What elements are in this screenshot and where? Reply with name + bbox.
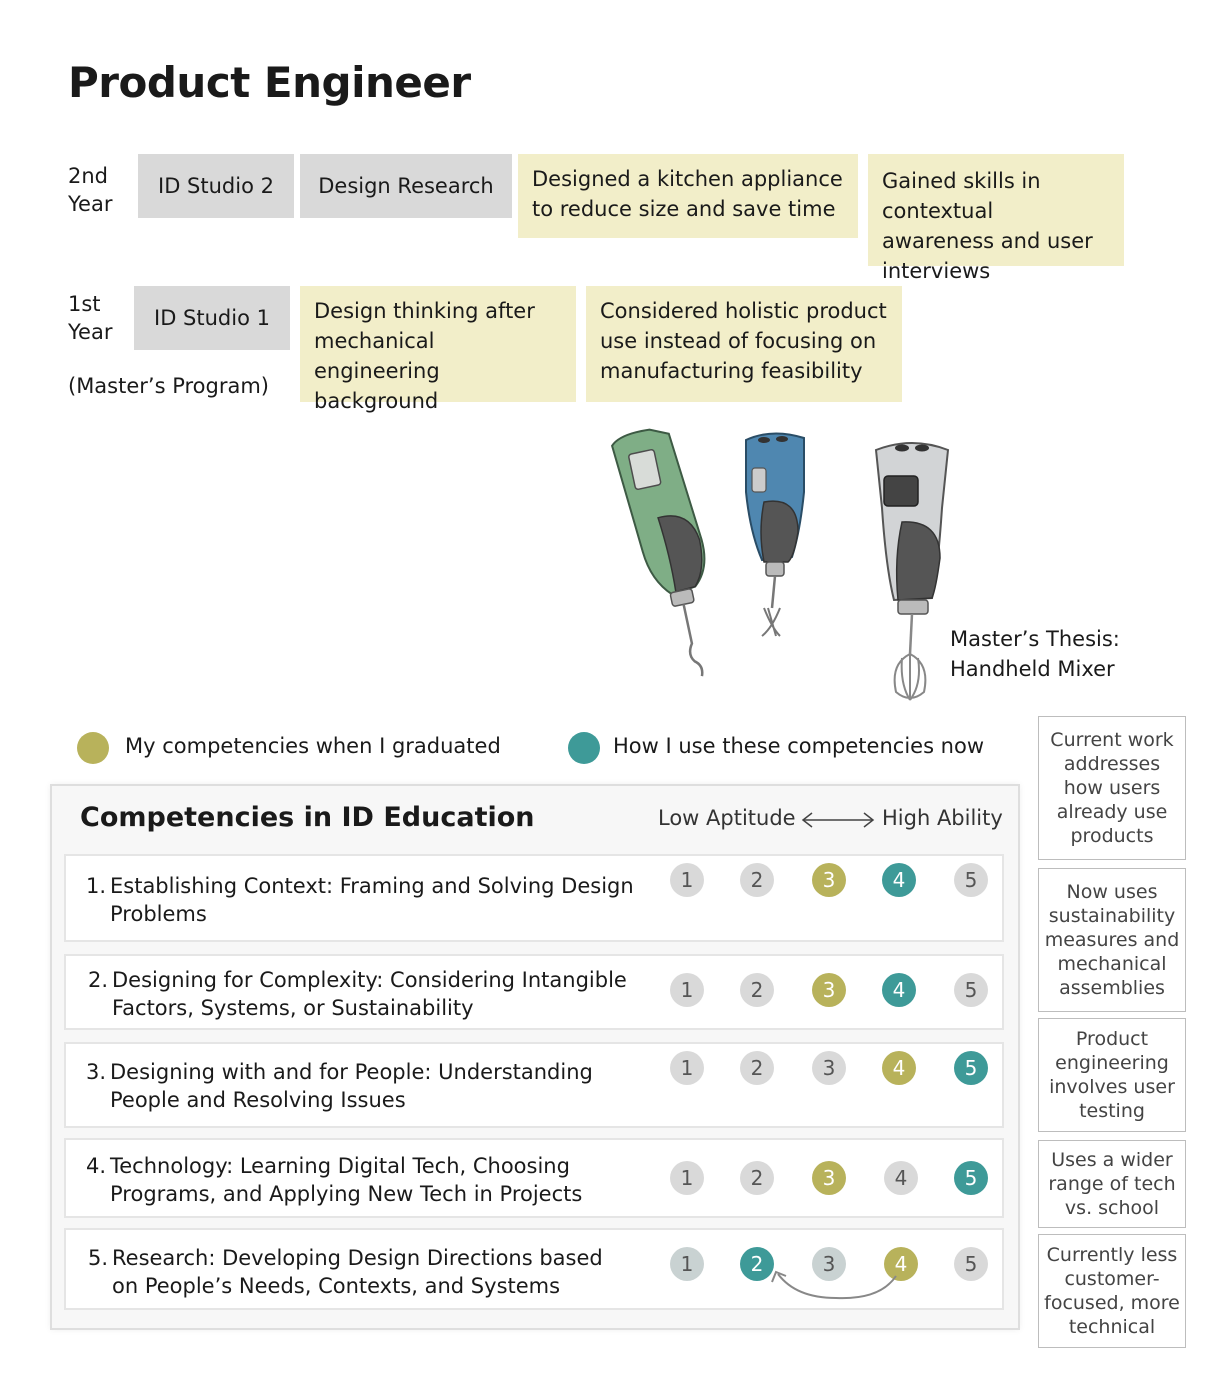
note-kitchen-appliance: Designed a kitchen appliance to reduce size and save time xyxy=(518,154,858,238)
rating-1: 1 xyxy=(670,973,704,1007)
competency-row-5-text xyxy=(112,1244,603,1300)
course-id-studio-2: ID Studio 2 xyxy=(138,154,294,218)
competency-row-5-line1: Research: Developing Design Directions based xyxy=(112,1246,603,1270)
side-note-5: Currently less customer-focused, more technical xyxy=(1038,1234,1186,1348)
year-label-1st xyxy=(68,290,112,346)
thesis-caption-line1: Master’s Thesis: xyxy=(950,627,1120,651)
year-label-2nd xyxy=(68,162,112,218)
rating-4-graduated: 4 xyxy=(882,1051,916,1085)
side-note-3: Product engineering involves user testing xyxy=(1038,1018,1186,1132)
blue-mixer-image xyxy=(746,433,804,636)
rating-3: 3 xyxy=(812,1247,846,1281)
decline-arrow-icon xyxy=(760,1268,910,1308)
thesis-caption xyxy=(950,624,1120,684)
rating-3: 3 xyxy=(812,1051,846,1085)
competency-row-1-line1: Establishing Context: Framing and Solving Design xyxy=(110,874,634,898)
rating-1: 1 xyxy=(670,1247,704,1281)
rating-2: 2 xyxy=(740,973,774,1007)
note-holistic-product: Considered holistic product use instead of focusing on manufacturing feasibility xyxy=(586,286,902,402)
scale-high-label: High Ability xyxy=(882,806,1003,830)
year-label-2nd-line2: Year xyxy=(68,192,113,216)
legend-now-dot xyxy=(568,732,600,764)
course-id-studio-1: ID Studio 1 xyxy=(134,286,290,350)
silver-mixer-image xyxy=(876,443,948,700)
rating-3-graduated: 3 xyxy=(812,1161,846,1195)
year-label-1st-line1: 1st xyxy=(68,292,101,316)
rating-5: 5 xyxy=(954,1247,988,1281)
competency-row-3-line1: Designing with and for People: Understanding xyxy=(110,1060,593,1084)
rating-5: 5 xyxy=(954,863,988,897)
green-mixer-image xyxy=(610,426,729,684)
side-note-4: Uses a wider range of tech vs. school xyxy=(1038,1140,1186,1228)
page-title: Product Engineer xyxy=(68,58,471,107)
side-note-2: Now uses sustainability measures and mechanical assemblies xyxy=(1038,868,1186,1012)
competency-row-4-line1: Technology: Learning Digital Tech, Choosing xyxy=(110,1154,570,1178)
competency-row-1-number: 1. xyxy=(86,874,107,898)
handheld-mixer-illustrations xyxy=(560,426,960,708)
competency-row-5-line2: on People’s Needs, Contexts, and Systems xyxy=(112,1274,561,1298)
rating-3-graduated: 3 xyxy=(812,973,846,1007)
program-label: (Master’s Program) xyxy=(68,374,269,398)
rating-2: 2 xyxy=(740,1051,774,1085)
legend-graduated-label: My competencies when I graduated xyxy=(125,734,501,758)
rating-2-now: 2 xyxy=(740,1247,774,1281)
rating-1: 1 xyxy=(670,863,704,897)
scale-low-label: Low Aptitude xyxy=(658,806,796,830)
competency-row-4-text xyxy=(110,1152,582,1208)
double-arrow-icon xyxy=(800,810,876,830)
competency-row-5-number: 5. xyxy=(88,1246,109,1270)
competency-row-1-text xyxy=(110,872,634,928)
year-label-1st-line2: Year xyxy=(68,320,113,344)
rating-1: 1 xyxy=(670,1051,704,1085)
panel-title: Competencies in ID Education xyxy=(80,802,535,833)
competency-row-1-line2: Problems xyxy=(110,902,207,926)
thesis-caption-line2: Handheld Mixer xyxy=(950,657,1115,681)
rating-5-now: 5 xyxy=(954,1161,988,1195)
rating-4-now: 4 xyxy=(882,863,916,897)
legend-graduated-dot xyxy=(77,732,109,764)
competency-row-4-line2: Programs, and Applying New Tech in Projects xyxy=(110,1182,583,1206)
competency-row-2-text xyxy=(112,966,627,1022)
note-design-thinking: Design thinking after mechanical engineering background xyxy=(300,286,576,402)
course-design-research: Design Research xyxy=(300,154,512,218)
rating-5-now: 5 xyxy=(954,1051,988,1085)
competency-row-2-number: 2. xyxy=(88,968,109,992)
side-note-1: Current work addresses how users already use products xyxy=(1038,716,1186,860)
rating-4-now: 4 xyxy=(882,973,916,1007)
rating-4-graduated: 4 xyxy=(884,1247,918,1281)
rating-5: 5 xyxy=(954,973,988,1007)
rating-2: 2 xyxy=(740,863,774,897)
competency-row-2-line2: Factors, Systems, or Sustainability xyxy=(112,996,474,1020)
competency-row-3-number: 3. xyxy=(86,1060,107,1084)
competency-row-4-number: 4. xyxy=(86,1154,107,1178)
note-contextual-awareness: Gained skills in contextual awareness and user interviews xyxy=(868,154,1124,266)
competency-row-2-line1: Designing for Complexity: Considering Intangible xyxy=(112,968,627,992)
year-label-2nd-line1: 2nd xyxy=(68,164,109,188)
rating-4: 4 xyxy=(884,1161,918,1195)
rating-2: 2 xyxy=(740,1161,774,1195)
rating-1: 1 xyxy=(670,1161,704,1195)
competency-row-3-text xyxy=(110,1058,593,1114)
rating-3-graduated: 3 xyxy=(812,863,846,897)
legend-now-label: How I use these competencies now xyxy=(613,734,985,758)
competency-row-3-line2: People and Resolving Issues xyxy=(110,1088,406,1112)
